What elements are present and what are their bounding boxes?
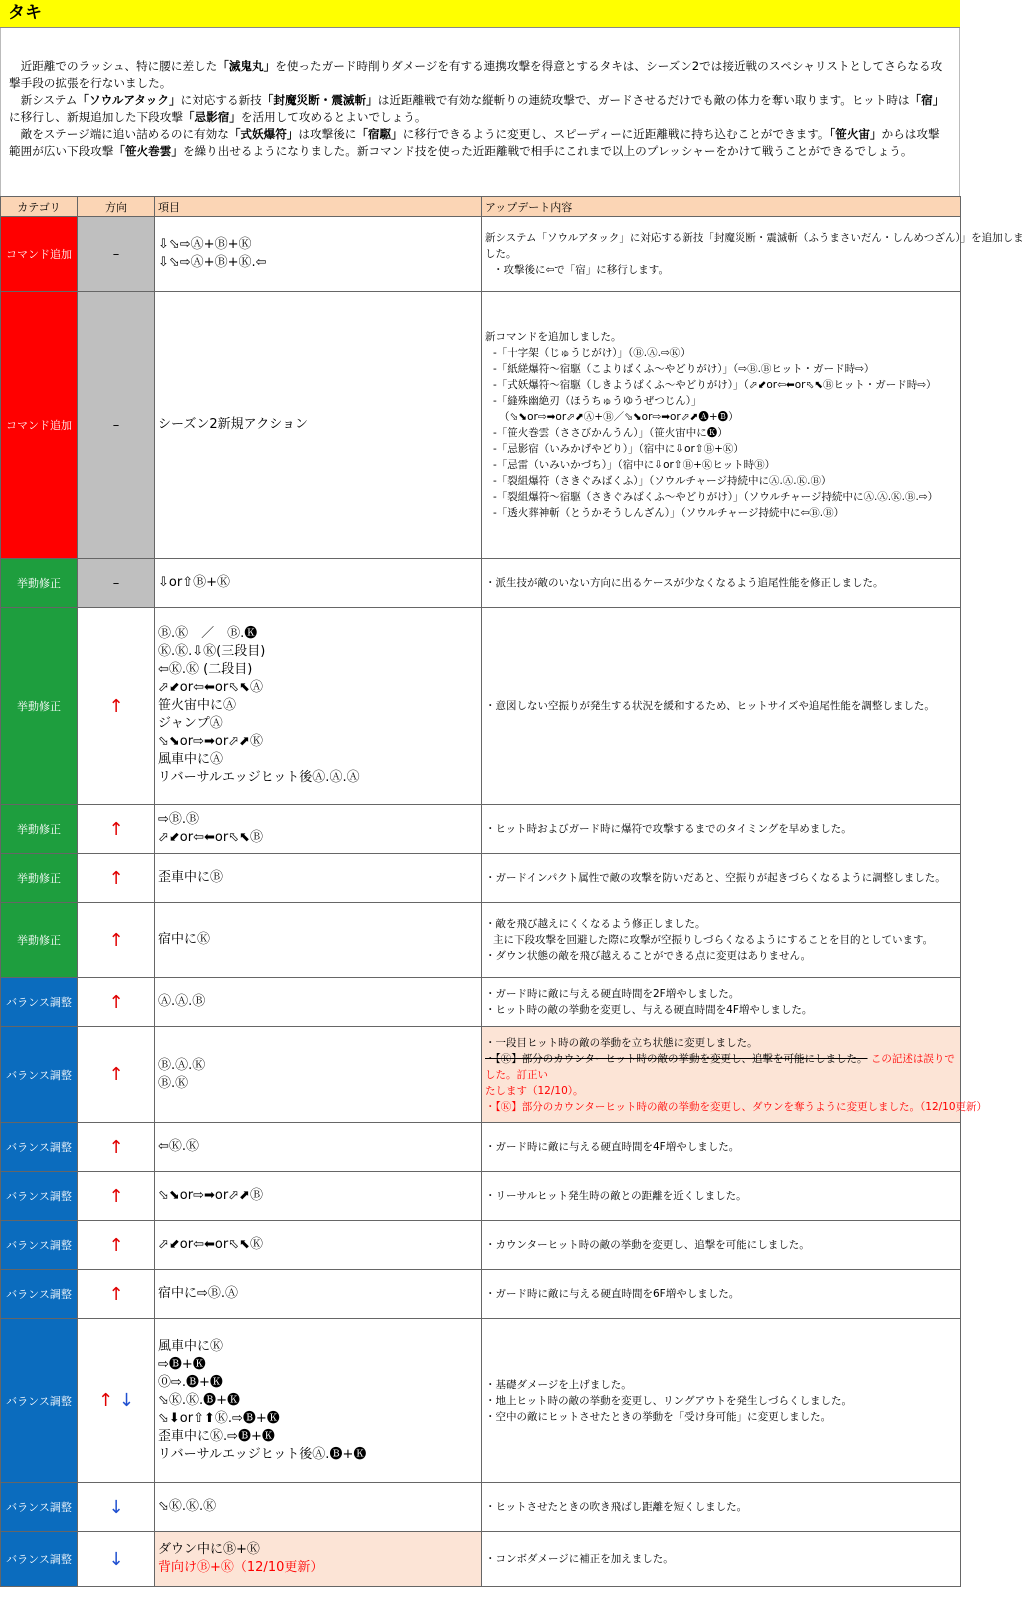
up-arrow-icon: ↑ [108,1234,124,1256]
command-line: Ⓚ.Ⓚ.⇩Ⓚ(三段目) [158,644,266,659]
item-cell [155,854,482,903]
category-cell: コマンド追加 [1,217,78,292]
table-row [1,805,961,854]
update-line: ・ヒット時およびガード時に爆符で攻撃するまでのタイミングを早めました。 [485,823,852,835]
direction-cell [78,903,155,978]
table-row [1,854,961,903]
direction-cell [78,1483,155,1532]
update-cell [482,903,961,978]
up-arrow-icon: ↑ [108,1185,124,1207]
command-line: ⇩⬂⇨Ⓐ+Ⓑ+Ⓚ.⇦ [158,255,267,270]
update-line: -「透火葬神斬（とうかそうしんざん）」（ソウルチャージ持続中に⇦Ⓑ.Ⓑ） [493,507,845,519]
category-cell: 挙動修正 [1,805,78,854]
direction-cell [78,805,155,854]
item-cell [155,608,482,805]
update-cell [482,1123,961,1172]
update-line: -「紙縒爆符～宿駆（こよりばくふ～やどりがけ）」（⇨Ⓑ.Ⓑヒット・ガード時⇨） [493,363,875,375]
table-row [1,1027,961,1123]
header-item: 項目 [155,197,482,217]
table-row [1,1172,961,1221]
table-row [1,559,961,608]
command-line: 風車中にⒶ [158,752,224,767]
table-row [1,1532,961,1587]
update-line: 主に下段攻撃を回避した際に攻撃が空振りしづらくなるようにすることを目的としています。 [493,934,934,946]
table-row [1,1270,961,1319]
fix-note: ・【Ⓚ】部分のカウンターヒット時の敵の挙動を変更し、ダウンを奪うように変更しました。（12/10更新） [485,1100,988,1113]
command-line: リバーサルエッジヒット後Ⓐ.Ⓐ.Ⓐ [158,770,360,785]
update-cell [482,854,961,903]
command-line: 笹火宙中にⒶ [158,698,237,713]
command-line: ⇨Ⓑ.Ⓑ [158,812,200,827]
category-cell: バランス調整 [1,1027,78,1123]
up-arrow-icon: ↑ [98,1390,114,1411]
table-row [1,608,961,805]
command-line: ⇩or⇧Ⓑ+Ⓚ [158,575,230,590]
intro-paragraph-1: 近距離でのラッシュ、特に腰に差した「滅鬼丸」を使ったガード時削りダメージを有する連携攻撃を得意とするタキは、シーズン2では接近戦のスペシャリストとしてさらなる攻撃手段の拡張を行ないました。 [9,59,943,90]
command-line: ⬂⬇or⇧⬆Ⓚ.⇨🅑+🅚 [158,1410,280,1426]
down-arrow-icon: ↓ [108,1496,124,1518]
header-category: カテゴリ [1,197,78,217]
update-cell [482,805,961,854]
update-cell [482,217,1024,292]
item-cell [155,978,482,1027]
item-cell [155,292,482,559]
item-cell [155,1532,482,1587]
update-line: した。 [485,248,517,260]
up-arrow-icon: ↑ [108,1283,124,1305]
update-line: ・カウンターヒット時の敵の挙動を変更し、追撃を可能にしました。 [485,1239,810,1251]
update-line: ・ガードインパクト属性で敵の攻撃を防いだあと、空振りが起きづらくなるように調整しました。 [485,872,946,884]
command-line: 宿中に⇨Ⓑ.Ⓐ [158,1286,239,1301]
update-line: ・攻撃後に⇦で「宿」に移行します。 [493,264,669,276]
category-cell: 挙動修正 [1,854,78,903]
direction-cell [78,292,155,559]
command-line: ⬂Ⓚ.Ⓚ.Ⓚ [158,1499,217,1514]
direction-cell [78,1319,155,1483]
update-cell [482,1027,988,1123]
command-line: ⬂⬊or⇨➡or⬀⬈Ⓑ [158,1188,263,1203]
up-arrow-icon: ↑ [108,1064,124,1085]
command-line: シーズン2新規アクション [158,417,308,432]
item-cell [155,217,482,292]
update-line: -「裂組爆符～宿駆（さきぐみばくふ～やどりがけ）」（ソウルチャージ持続中にⒶ.Ⓐ.Ⓚ.Ⓑ.⇨） [493,491,939,503]
update-line: -「式妖爆符～宿駆（しきようばくふ～やどりがけ）」（⬀⬋or⇦⬅or⬁⬉Ⓑヒット・ガード時⇨） [493,379,937,391]
table-row [1,1221,961,1270]
command-line: ジャンプⒶ [158,716,223,731]
item-cell [155,1172,482,1221]
update-line: -「縫殊幽絶刃（ほうちゅうゆうぜつじん）」 [493,395,702,407]
category-cell: バランス調整 [1,978,78,1027]
header-update: アップデート内容 [482,197,961,217]
correction-note-cont: たします（12/10）。 [485,1084,584,1097]
command-line: ⬀⬋or⇦⬅or⬁⬉Ⓚ [158,1237,263,1252]
dash-mark: – [112,575,120,591]
update-cell [482,292,961,559]
item-cell [155,1221,482,1270]
item-cell [155,559,482,608]
command-line-updated: 背向けⒷ+Ⓚ（12/10更新） [158,1560,324,1575]
update-line: ・意図しない空振りが発生する状況を緩和するため、ヒットサイズや追尾性能を調整しました。 [485,700,935,712]
update-cell [482,1270,961,1319]
direction-cell [78,1270,155,1319]
category-cell: バランス調整 [1,1123,78,1172]
category-cell: 挙動修正 [1,559,78,608]
item-cell [155,1027,482,1123]
update-table [0,196,1024,1587]
update-line: ・地上ヒット時の敵の挙動を変更し、リングアウトを発生しづらくしました。 [485,1394,852,1407]
update-cell [482,608,961,805]
direction-cell [78,978,155,1027]
command-line: 歪車中にⓀ.⇨🅑+🅚 [158,1428,275,1444]
item-cell [155,1319,482,1483]
update-cell [482,559,961,608]
up-arrow-icon: ↑ [108,991,124,1013]
direction-cell [78,1027,155,1123]
category-cell: バランス調整 [1,1483,78,1532]
up-arrow-icon: ↑ [108,818,124,840]
command-line: Ⓐ.Ⓐ.Ⓑ [158,994,206,1009]
down-arrow-icon: ↓ [108,1548,124,1570]
update-cell [482,978,961,1027]
category-cell: 挙動修正 [1,608,78,805]
update-line: ・ダウン状態の敵を飛び越えることができる点に変更はありません。 [485,950,812,962]
update-line: -「忌影宿（いみかげやどり）」（宿中に⇩or⇧Ⓑ+Ⓚ） [493,443,744,455]
dash-mark: – [112,417,120,433]
direction-cell [78,217,155,292]
category-cell: 挙動修正 [1,903,78,978]
update-line: ・敵を飛び越えにくくなるよう修正しました。 [485,918,706,930]
command-line: ダウン中にⒷ+Ⓚ [158,1542,260,1557]
item-cell [155,805,482,854]
direction-cell [78,1123,155,1172]
update-line: -「裂組爆符（さきぐみばくふ）」（ソウルチャージ持続中にⒶ.Ⓐ.Ⓚ.Ⓑ） [493,475,832,487]
command-line: 風車中にⓀ [158,1338,224,1354]
page-title: タキ [0,0,960,28]
update-cell [482,1221,961,1270]
update-line: ・ガード時に敵に与える硬直時間を4F増やしました。 [485,1141,740,1153]
command-line: Ⓑ.Ⓚ ／ Ⓑ.🅚 [158,626,258,641]
command-line: ⬂⬊or⇨➡or⬀⬈Ⓚ [158,734,263,749]
table-row [1,903,961,978]
update-line: （⬂⬊or⇨➡or⬀⬈Ⓐ+Ⓑ／⬂⬊or⇨➡or⬀⬈🅐+🅑） [499,411,739,423]
up-arrow-icon: ↑ [108,1136,124,1158]
command-line: リバーサルエッジヒット後Ⓐ.🅑+🅚 [158,1446,367,1462]
up-arrow-icon: ↑ [108,695,124,717]
table-row [1,292,961,559]
category-cell: バランス調整 [1,1172,78,1221]
intro-text [0,28,960,196]
direction-cell [78,854,155,903]
update-cell [482,1172,961,1221]
down-arrow-icon: ↓ [118,1390,134,1411]
category-cell: バランス調整 [1,1221,78,1270]
command-line: ⬀⬋or⇦⬅or⬁⬉Ⓐ [158,680,263,695]
command-line: ⇦Ⓚ.Ⓚ [158,1139,200,1154]
direction-cell [78,1221,155,1270]
update-line: ・空中の敵にヒットさせたときの挙動を「受け身可能」に変更しました。 [485,1410,832,1423]
up-arrow-icon: ↑ [108,867,124,889]
item-cell [155,1483,482,1532]
command-line: ⇩⬂⇨Ⓐ+Ⓑ+Ⓚ [158,237,252,252]
update-cell [482,1319,961,1483]
update-line: -「十字架（じゅうじがけ）」（Ⓑ.Ⓐ.⇨Ⓚ） [493,347,691,359]
table-header-row [1,197,961,217]
category-cell: バランス調整 [1,1270,78,1319]
command-line: ⇦Ⓚ.Ⓚ (二段目) [158,662,253,677]
update-line: -「笹火巻雲（ささびかんうん）」（笹火宙中に🅚） [493,427,728,439]
item-cell [155,1270,482,1319]
intro-paragraph-3: 敵をステージ端に追い詰めるのに有効な「式妖爆符」は攻撃後に「宿駆」に移行できるように変更し、スピーディーに近距離戦に持ち込むことができます。「笹火宙」からは攻撃範囲が広い下段攻撃「笹火巻雲」を繰り出せるようになりました。新コマンド技を使った近距離戦で相手にこれまで以上のプレッシャーをかけて戦うことができるでしょう。 [9,127,940,158]
update-line: ・リーサルヒット発生時の敵との距離を近くしました。 [485,1190,747,1202]
command-line: 宿中にⓀ [158,932,211,947]
table-row [1,1483,961,1532]
command-line: ⬀⬋or⇦⬅or⬁⬉Ⓑ [158,830,263,845]
intro-paragraph-2: 新システム「ソウルアタック」に対応する新技「封魔災断・震滅斬」は近距離戦で有効な縦斬りの連続攻撃で、ガードさせるだけでも敵の体力を奪い取ります。ヒット時は「宿」に移行し、新規追加した下段攻撃「忌影宿」を活用して攻めるとよいでしょう。 [9,93,945,124]
table-row [1,1123,961,1172]
update-line: ・派生技が敵のいない方向に出るケースが少なくなるよう追尾性能を修正しました。 [485,577,884,589]
command-line: ⬂Ⓚ.Ⓚ.🅑+🅚 [158,1392,241,1408]
update-cell [482,1483,961,1532]
command-line: 歪車中にⒷ [158,870,224,885]
direction-cell [78,1172,155,1221]
dash-mark: – [112,246,120,262]
direction-cell [78,1532,155,1587]
update-line: ・ヒットさせたときの吹き飛ばし距離を短くしました。 [485,1501,748,1513]
table-row [1,1319,961,1483]
command-line: Ⓑ.Ⓐ.Ⓚ [158,1057,206,1073]
item-cell [155,903,482,978]
item-cell [155,1123,482,1172]
update-line: 新システム「ソウルアタック」に対応する新技「封魔災断・震滅斬（ふうまさいだん・しんめつざん）」を追加しま [485,232,1024,244]
update-cell [482,1532,961,1587]
struck-text: ・【Ⓚ】部分のカウンターヒット時の敵の挙動を変更し、追撃を可能にしました。 [485,1052,868,1065]
table-row [1,978,961,1027]
direction-cell [78,559,155,608]
update-line: ・コンボダメージに補正を加えました。 [485,1553,674,1565]
update-line: ・ガード時に敵に与える硬直時間を6F増やしました。 [485,1288,740,1300]
strikethrough-note [485,1051,957,1083]
up-arrow-icon: ↑ [108,929,124,951]
update-line: -「忌雷（いみいかづち）」（宿中に⇩or⇧Ⓑ+Ⓚヒット時Ⓑ） [493,459,776,471]
update-line: ・ヒット時の敵の挙動を変更し、与える硬直時間を4F増やしました。 [485,1004,813,1016]
command-line: ⓪⇨.🅑+🅚 [158,1374,223,1390]
command-line: Ⓑ.Ⓚ [158,1075,189,1091]
update-line: 新コマンドを追加しました。 [485,331,622,343]
update-line: ・一段目ヒット時の敵の挙動を立ち状態に変更しました。 [485,1036,758,1049]
direction-cell [78,608,155,805]
correction-note: この記述は誤りでした。訂正い [485,1052,955,1081]
command-line: ⇨🅑+🅚 [158,1356,206,1372]
category-cell: バランス調整 [1,1532,78,1587]
update-line: ・ガード時に敵に与える硬直時間を2F増やしました。 [485,988,740,1000]
category-cell: バランス調整 [1,1319,78,1483]
update-line: ・基礎ダメージを上げました。 [485,1378,632,1391]
category-cell: コマンド追加 [1,292,78,559]
header-direction: 方向 [78,197,155,217]
table-row [1,217,961,292]
